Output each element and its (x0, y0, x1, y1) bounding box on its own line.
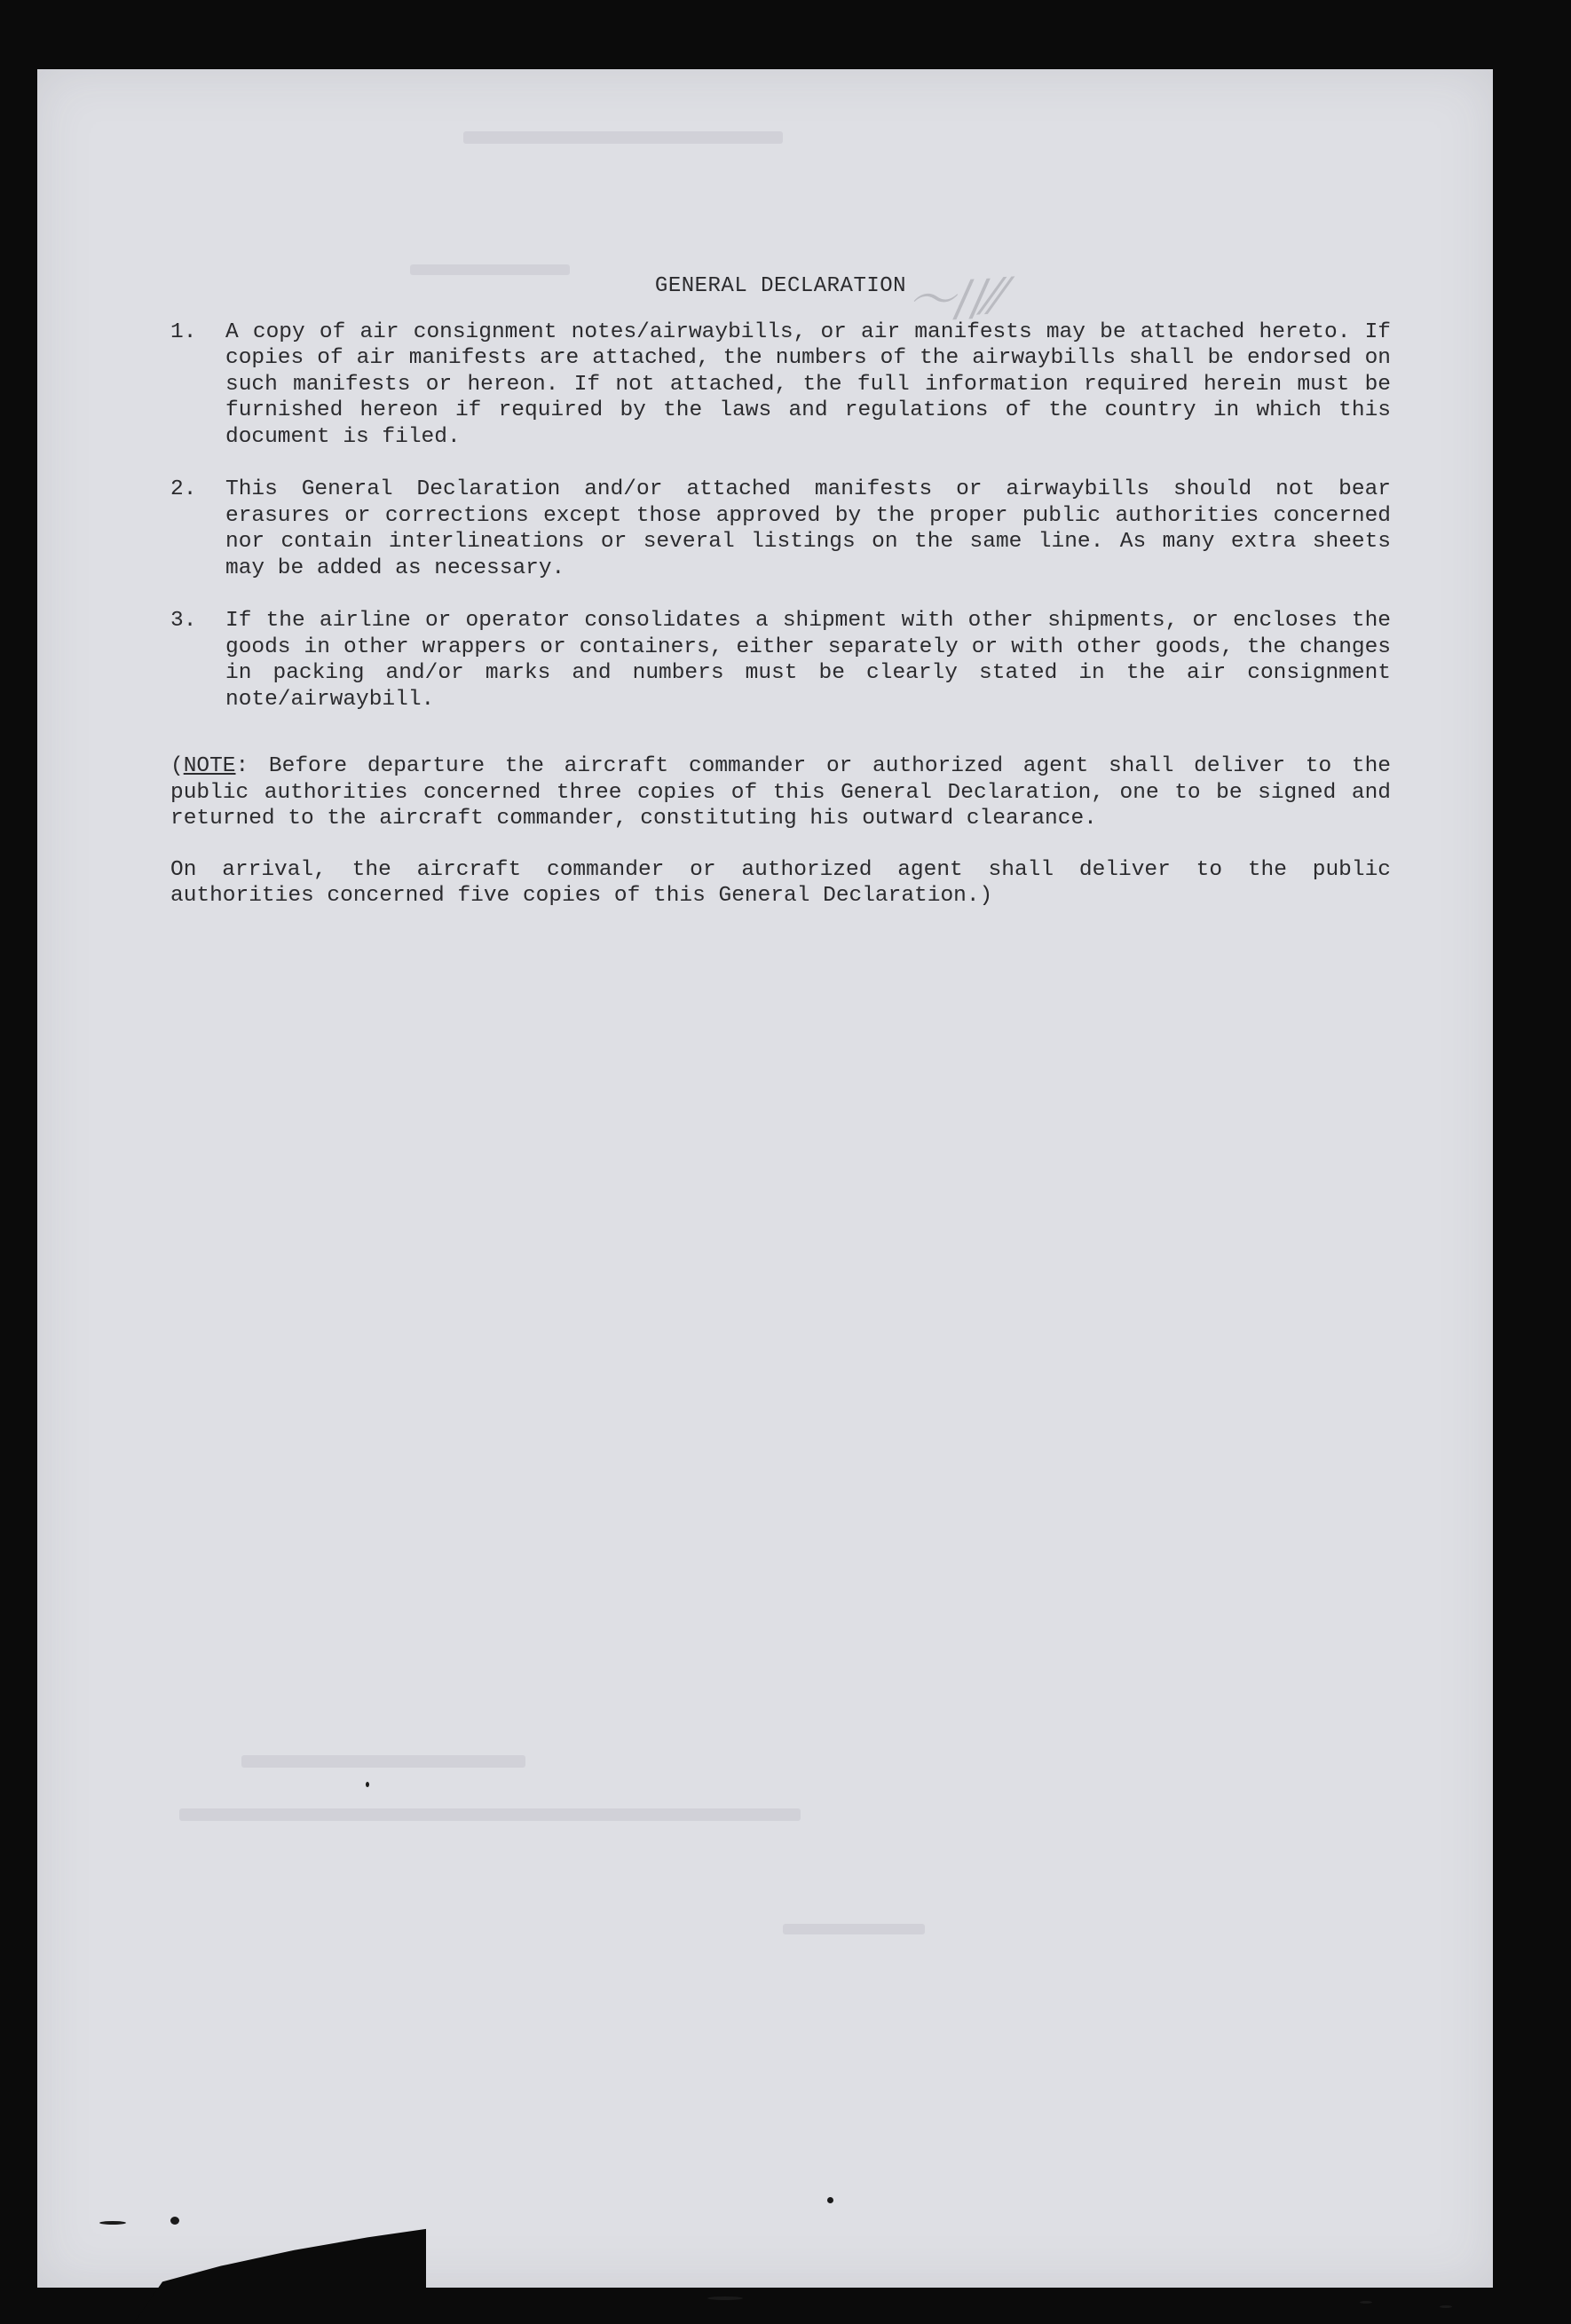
item-number: 3. (170, 609, 197, 633)
dust-speck (1440, 2305, 1452, 2308)
note-open-paren: ( (170, 754, 184, 778)
instruction-item-2 (170, 477, 1391, 581)
bleed-through-mark (241, 1755, 525, 1768)
bleed-through-mark (783, 1924, 925, 1934)
item-text: A copy of air consignment notes/airwaybills, or air manifests may be attached hereto. If copies of air manifests are attached, the numbers of the airwaybills shall be endorsed on such manifests or hereon. If not attached, the full information required herein must be furnished hereon if required by the laws and regulations of the country in which this document is filed. (225, 319, 1391, 449)
dust-speck (366, 1782, 369, 1787)
item-text: This General Declaration and/or attached manifests or airwaybills should not bear erasures or corrections except those approved by the proper public authorities concerned nor contain interlineations or several listings on the same line. As many extra sheets may be added as necessary. (225, 477, 1391, 580)
note-label: NOTE (183, 754, 236, 778)
departure-note (170, 753, 1391, 832)
arrival-note: On arrival, the aircraft commander or authorized agent shall deliver to the public authorities concerned five copies of this General Declaration.) (170, 857, 1391, 908)
note-text: : Before departure the aircraft commander or authorized agent shall deliver to the public authorities concerned three copies of this General Declaration, one to be signed and returned to the aircraft commander, constituting his outward clearance. (170, 754, 1391, 831)
bleed-through-mark (463, 131, 783, 144)
faint-handwriting-mark: 〜∕∕⁄⁄ (905, 268, 1006, 329)
instruction-item-3 (170, 608, 1391, 713)
bleed-through-mark (179, 1808, 801, 1821)
item-text: If the airline or operator consolidates a shipment with other shipments, or encloses the goods in other wrappers or containers, either separately or with other goods, the changes in packing and/or marks and numbers must be clearly stated in the air consignment note/airwaybill. (225, 609, 1391, 712)
paper-sheet (37, 69, 1493, 2288)
dust-speck (99, 2221, 126, 2225)
dust-speck (170, 2217, 179, 2225)
document-title: GENERAL DECLARATION (654, 274, 907, 298)
dust-speck (707, 2296, 743, 2300)
item-number: 2. (170, 477, 197, 501)
dust-speck (1360, 2301, 1372, 2304)
declaration-text (170, 273, 1391, 910)
item-number: 1. (170, 319, 197, 344)
instruction-item-1 (170, 319, 1391, 451)
dust-speck (827, 2197, 833, 2203)
